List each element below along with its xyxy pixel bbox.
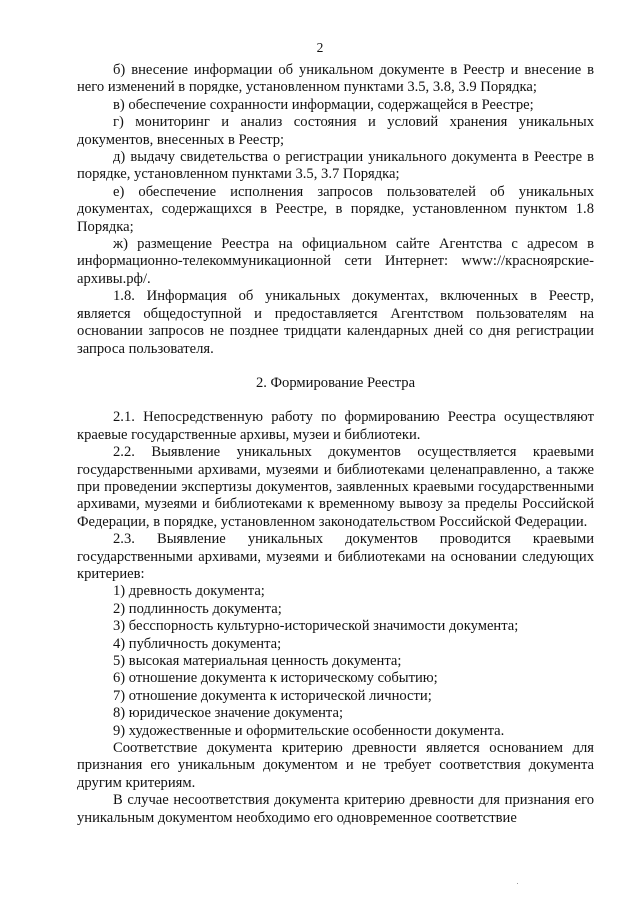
paragraph-v: в) обеспечение сохранности информации, содержащейся в Реестре; — [113, 96, 534, 113]
criterion-2: 2) подлинность документа; — [113, 600, 282, 617]
paragraph-antiquity: Соответствие документа критерию древности является основанием для признания его уникальным документом и не требует соответствия документа другим критериям. — [77, 740, 594, 791]
paragraph-noncompliance: В случае несоответствия документа критерию древности для признания его уникальным документом необходимо его одновременное соответствие — [77, 792, 594, 826]
criterion-7: 7) отношение документа к исторической личности; — [113, 687, 432, 704]
section-heading: 2. Формирование Реестра — [255, 374, 416, 391]
paragraph-2-3: 2.3. Выявление уникальных документов проводится краевыми государственными архивами, музеями и библиотеками на основании следующих критериев: — [77, 531, 594, 582]
spacer — [77, 358, 594, 375]
paragraph-2-1: 2.1. Непосредственную работу по формированию Реестра осуществляют краевые государственные архивы, музеи и библиотеки. — [77, 409, 594, 443]
paragraph-2-2: 2.2. Выявление уникальных документов осуществляется краевыми государственными архивами, музеями и библиотеками целенаправленно, а также при проведении экспертизы документов, заявленных краевыми государственными архивами, музеями и библиотеками к временному вывозу за пределы Российской Федерации, в порядке, установленном законодательством Российской Федерации. — [77, 444, 594, 530]
page-number: 2 — [316, 40, 324, 55]
spacer — [77, 392, 594, 409]
criterion-5: 5) высокая материальная ценность документа; — [113, 653, 402, 669]
criterion-9: 9) художественные и оформительские особенности документа. — [113, 722, 505, 739]
paragraph-zh: ж) размещение Реестра на официальном сайте Агентства с адресом в информационно-телекоммуникационной сети Интернет: www://красноярские-архивы.рф/. — [77, 236, 594, 287]
paragraph-e: е) обеспечение исполнения запросов пользователей об уникальных документах, содержащихся в Реестре, в порядке, установленном пунктом 1.8 Порядка; — [77, 183, 594, 235]
criterion-1: 1) древность документа; — [113, 583, 265, 600]
criterion-4: 4) публичность документа; — [113, 635, 282, 652]
criterion-6: 6) отношение документа к историческому событию; — [113, 670, 438, 687]
document-body — [77, 62, 594, 827]
paragraph-1-8: 1.8. Информация об уникальных документах, включенных в Реестр, является общедоступной и предоставляется Агентством пользователям на основании запросов не позднее тридцати календарных дней со дня регистрации запроса пользователя. — [77, 288, 594, 357]
paragraph-g: г) мониторинг и анализ состояния и условий хранения уникальных документов, внесенных в Реестр; — [77, 114, 594, 148]
paragraph-b: б) внесение информации об уникальном документе в Реестр и внесение в него изменений в порядке, установленном пунктами 3.5, 3.8, 3.9 Порядка; — [77, 62, 594, 96]
criterion-8: 8) юридическое значение документа; — [113, 705, 344, 722]
criterion-3: 3) бесспорность культурно-исторической значимости документа; — [113, 618, 519, 635]
scan-speck — [517, 883, 518, 884]
paragraph-d: д) выдачу свидетельства о регистрации уникального документа в Реестре в порядке, установленном пунктами 3.5, 3.7 Порядка; — [77, 149, 594, 183]
